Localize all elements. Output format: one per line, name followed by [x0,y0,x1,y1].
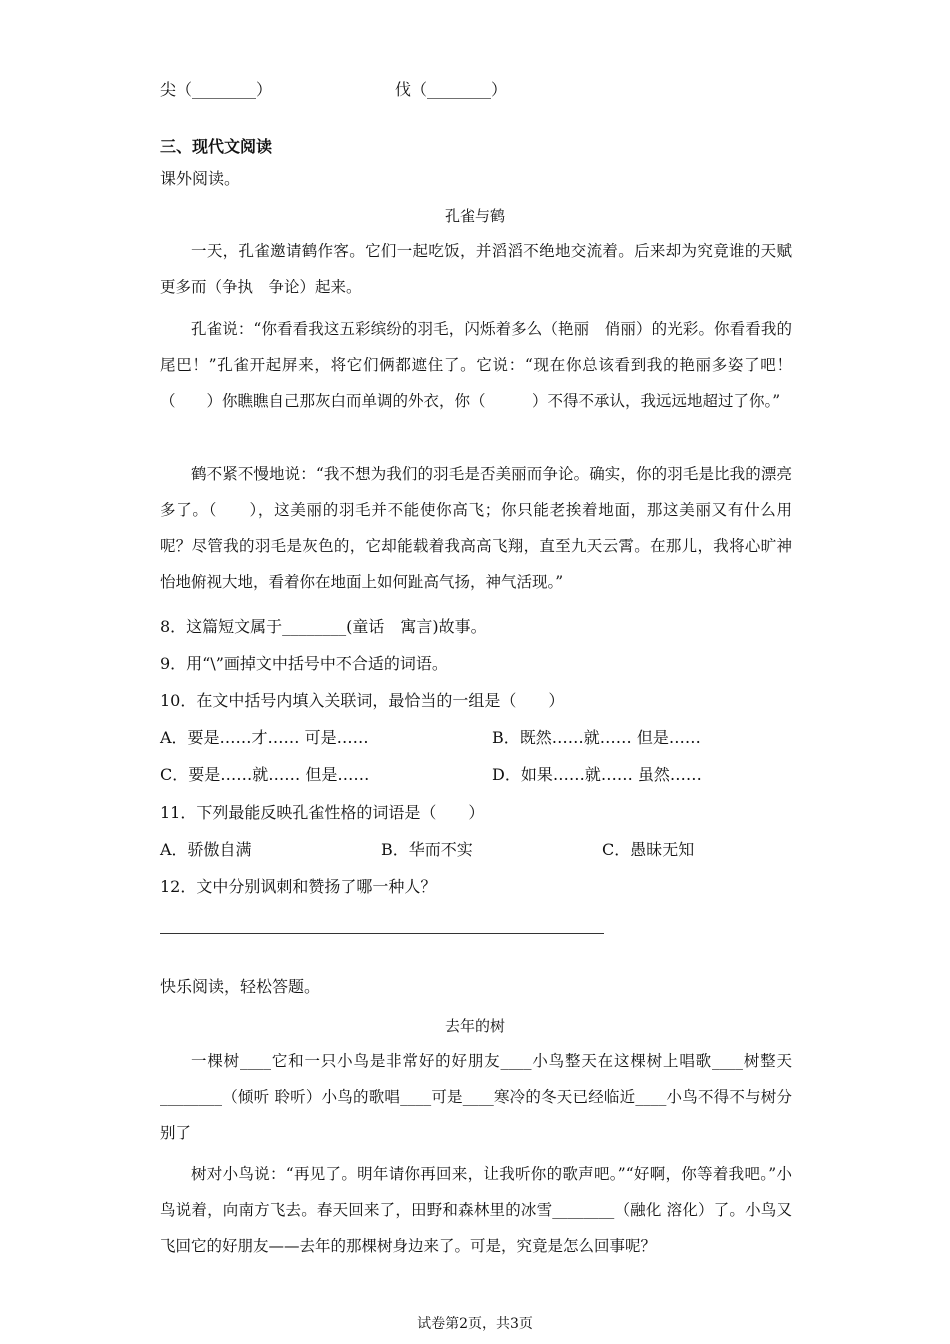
section-intro: 课外阅读。 [160,169,241,188]
option-d: D．如果……就…… 虽然…… [492,765,702,784]
option-b: B．既然……就…… 但是…… [492,728,701,747]
passage-paragraph: 一棵树____它和一只小鸟是非常好的好朋友____小鸟整天在这棵树上唱歌____树整天________（倾听 聆听）小鸟的歌唱____可是____寒冷的冬天已经临近____小鸟不得不与树分别了 [160,1052,792,1142]
passage-title: 孔雀与鹤 [444,207,505,225]
section-intro: 快乐阅读，轻松答题。 [160,977,321,996]
fill-item-fa: 伐（________） [395,80,508,99]
passage-title: 去年的树 [444,1017,505,1035]
option-c: C．愚昧无知 [602,840,695,859]
option-a: A．要是……才…… 可是…… [160,728,369,747]
option-c: C．要是……就…… 但是…… [160,765,370,784]
fill-item-jian: 尖（________） [160,80,273,99]
option-a: A．骄傲自满 [160,840,252,859]
passage-paragraph: 鹤不紧不慢地说：“我不想为我们的羽毛是否美丽而争论。确实，你的羽毛是比我的漂亮多了。（ ），这美丽的羽毛并不能使你高飞；你只能老挨着地面，那这美丽又有什么用呢？尽管我的羽毛是灰色的，它却能载着我高高飞翔，直至九天云霄。在那儿，我将心旷神怡地俯视大地，看着你在地面上如何趾高气扬，神气活现。” [160,465,792,591]
question-10: 10．在文中括号内填入关联词，最恰当的一组是（ ） [160,691,565,710]
passage-paragraph: 孔雀说：“你看看我这五彩缤纷的羽毛，闪烁着多么（艳丽 俏丽）的光彩。你看看我的尾巴！”孔雀开起屏来，将它们俩都遮住了。它说：“现在你总该看到我的艳丽多姿了吧！（ ）你瞧瞧自己那灰白而单调的外衣，你（ ）不得不承认，我远远地超过了你。” [160,320,792,410]
page-footer: 试卷第2页，共3页 [417,1316,533,1332]
answer-line [160,933,604,934]
question-12: 12．文中分别讽刺和赞扬了哪一种人？ [160,877,437,896]
option-b: B．华而不实 [381,840,473,859]
question-9: 9．用“\”画掉文中括号中不合适的词语。 [160,654,448,673]
passage-paragraph: 一天，孔雀邀请鹤作客。它们一起吃饭，并滔滔不绝地交流着。后来却为究竟谁的天赋更多而（争执 争论）起来。 [160,242,792,296]
section-heading: 三、现代文阅读 [160,137,273,156]
question-11: 11．下列最能反映孔雀性格的词语是（ ） [160,803,485,822]
question-8: 8．这篇短文属于________(童话 寓言)故事。 [160,617,487,636]
passage-paragraph: 树对小鸟说：“再见了。明年请你再回来，让我听你的歌声吧。”“好啊，你等着我吧。”小鸟说着，向南方飞去。春天回来了，田野和森林里的冰雪________（融化 溶化）了。小鸟又飞回它的好朋友——去年的那棵树身边来了。可是，究竟是怎么回事呢？ [160,1165,792,1255]
